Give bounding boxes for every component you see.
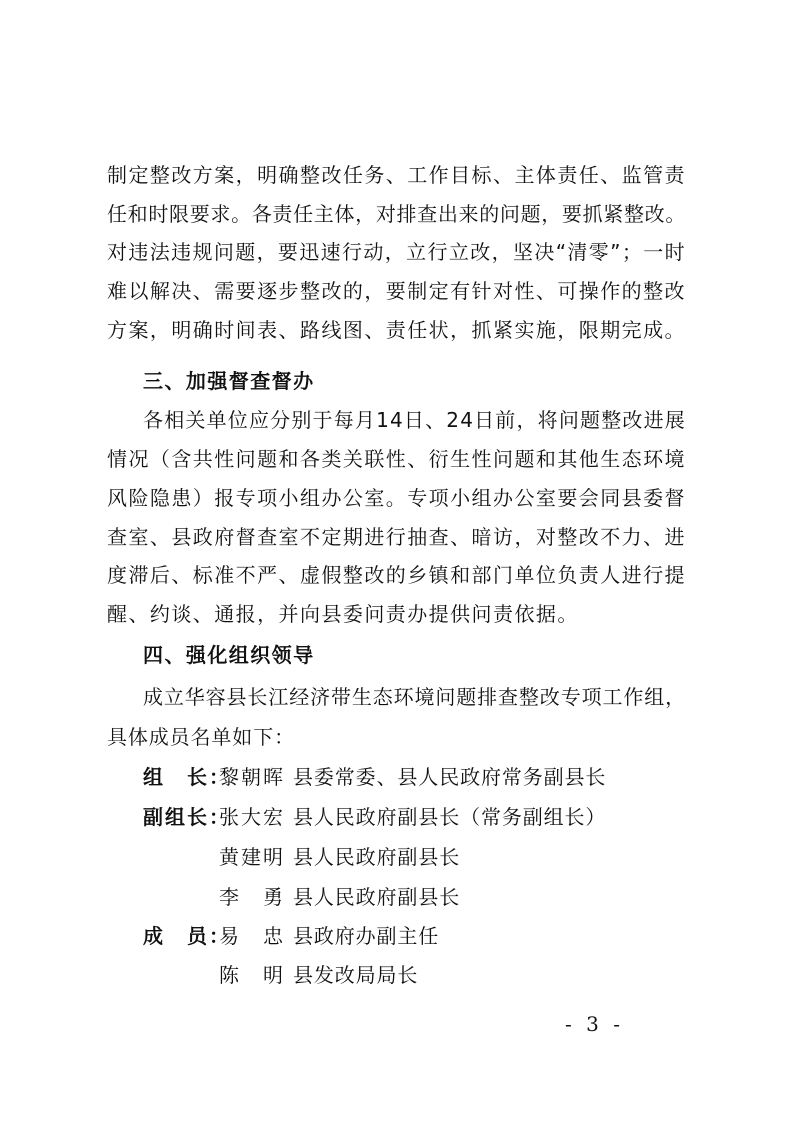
paragraph-line: 度滞后、标准不严、虚假整改的乡镇和部门单位负责人进行提	[107, 563, 686, 587]
section-heading: 四、强化组织领导	[143, 643, 315, 667]
member-title: 县人民政府副县长	[293, 845, 461, 869]
paragraph-line: 查室、县政府督查室不定期进行抽查、暗访，对整改不力、进	[107, 525, 686, 549]
page-number: - 3 -	[565, 1012, 624, 1036]
paragraph-line: 方案，明确时间表、路线图、责任状，抓紧实施，限期完成。	[107, 318, 686, 342]
member-name: 黎朝晖	[219, 765, 285, 789]
member-role-label: 副组长：	[143, 805, 231, 829]
member-role-label: 成 员：	[143, 924, 231, 948]
paragraph-line: 任和时限要求。各责任主体，对排查出来的问题，要抓紧整改。	[107, 202, 686, 226]
member-name: 易 忠	[219, 924, 285, 948]
member-title: 县政府办副主任	[293, 924, 440, 948]
member-name: 李 勇	[219, 885, 285, 909]
member-title: 县发改局局长	[293, 963, 419, 987]
paragraph-line: 难以解决、需要逐步整改的，要制定有针对性、可操作的整改	[107, 279, 686, 303]
paragraph-line: 风险隐患）报专项小组办公室。专项小组办公室要会同县委督	[107, 486, 686, 510]
member-title: 县委常委、县人民政府常务副县长	[293, 765, 607, 789]
paragraph-line: 醒、约谈、通报，并向县委问责办提供问责依据。	[107, 602, 579, 626]
member-role-label: 组 长：	[143, 765, 231, 789]
section-heading: 三、加强督查督办	[143, 369, 315, 393]
member-title: 县人民政府副县长（常务副组长）	[293, 805, 607, 829]
paragraph-line: 对违法违规问题，要迅速行动，立行立改，坚决“清零”；一时	[107, 240, 686, 264]
member-name: 张大宏	[219, 805, 285, 829]
member-name: 黄建明	[219, 845, 285, 869]
paragraph-line: 制定整改方案，明确整改任务、工作目标、主体责任、监管责	[107, 163, 686, 187]
paragraph-line: 情况（含共性问题和各类关联性、衍生性问题和其他生态环境	[107, 447, 686, 471]
paragraph-line: 具体成员名单如下：	[107, 725, 295, 749]
member-title: 县人民政府副县长	[293, 885, 461, 909]
paragraph-line: 成立华容县长江经济带生态环境问题排查整改专项工作组，	[143, 685, 686, 709]
paragraph-line: 各相关单位应分别于每月14日、24日前，将问题整改进展	[143, 408, 686, 432]
member-name: 陈 明	[219, 963, 285, 987]
